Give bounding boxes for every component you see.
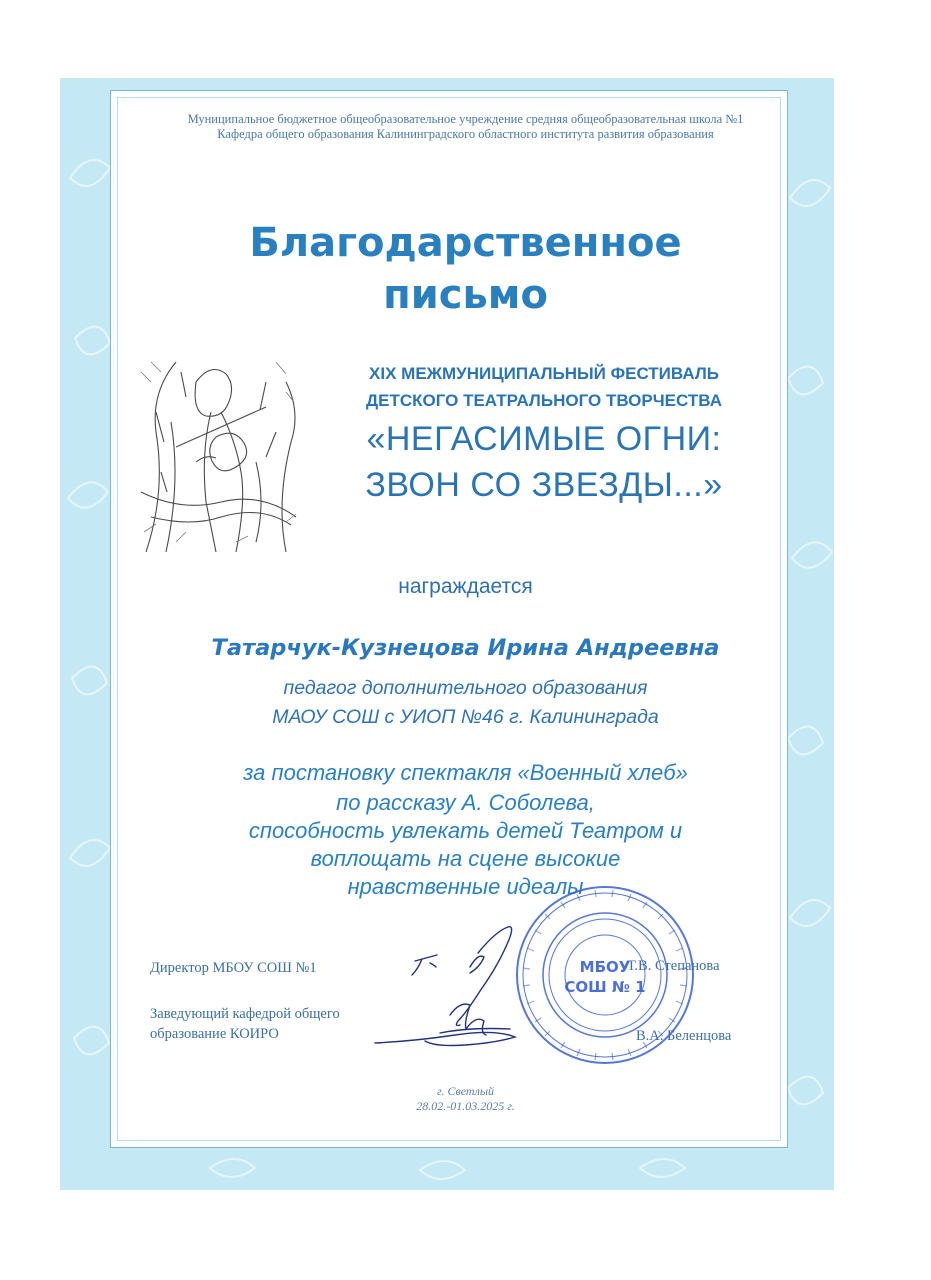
recipient-school: МАОУ СОШ с УИОП №46 г. Калининграда: [272, 706, 659, 728]
recipient-name: Татарчук-Кузнецова Ирина Андреевна: [211, 635, 720, 661]
title-line-2: письмо: [383, 272, 548, 318]
festival-line-1: XIX МЕЖМУНИЦИПАЛЬНЫЙ ФЕСТИВАЛЬ: [369, 364, 719, 383]
reason-line-1: за постановку спектакля «Военный хлеб»: [243, 760, 688, 785]
festival-name-line-1: «НЕГАСИМЫЕ ОГНИ:: [366, 420, 722, 458]
reason-line-5: нравственные идеалы: [347, 874, 584, 899]
festival-line-2: ДЕТСКОГО ТЕАТРАЛЬНОГО ТВОРЧЕСТВА: [366, 391, 722, 410]
head-label: [150, 1004, 340, 1044]
signature: [370, 915, 570, 1065]
head-label-line-2: образование КОИРО: [150, 1026, 279, 1042]
awarded-label: награждается: [398, 575, 533, 598]
organizer-line-2: Кафедра общего образования Калининградского областного института развития образования: [217, 127, 714, 141]
organizer-line-1: Муниципальное бюджетное общеобразовательное учреждение средняя общеобразовательная школа №1: [187, 112, 744, 126]
head-name: В.А. Беленцова: [636, 1028, 732, 1044]
reason-line-4: воплощать на сцене высокие: [310, 846, 621, 871]
reason-line-2: по рассказу А. Соболева,: [336, 790, 595, 815]
violinist-illustration: [136, 352, 304, 554]
head-label-line-1: Заведующий кафедрой общего: [150, 1006, 340, 1022]
reason-line-3: способность увлекать детей Театром и: [248, 818, 683, 843]
recipient-position: педагог дополнительного образования: [283, 677, 648, 699]
director-name: Т.В. Степанова: [627, 958, 720, 974]
organizers-header: [0, 112, 931, 142]
director-label: Директор МБОУ СОШ №1: [150, 960, 317, 976]
title-line-1: Благодарственное: [249, 220, 682, 266]
footer: [0, 1084, 931, 1114]
festival-name-line-2: ЗВОН СО ЗВЕЗДЫ...»: [365, 466, 723, 504]
footer-dates: 28.02.-01.03.2025 г.: [416, 1099, 515, 1113]
stamp-center-line-1: МБОУ: [579, 958, 631, 976]
footer-city: г. Светлый: [437, 1084, 494, 1098]
stamp-center-line-2: СОШ № 1: [564, 978, 646, 996]
